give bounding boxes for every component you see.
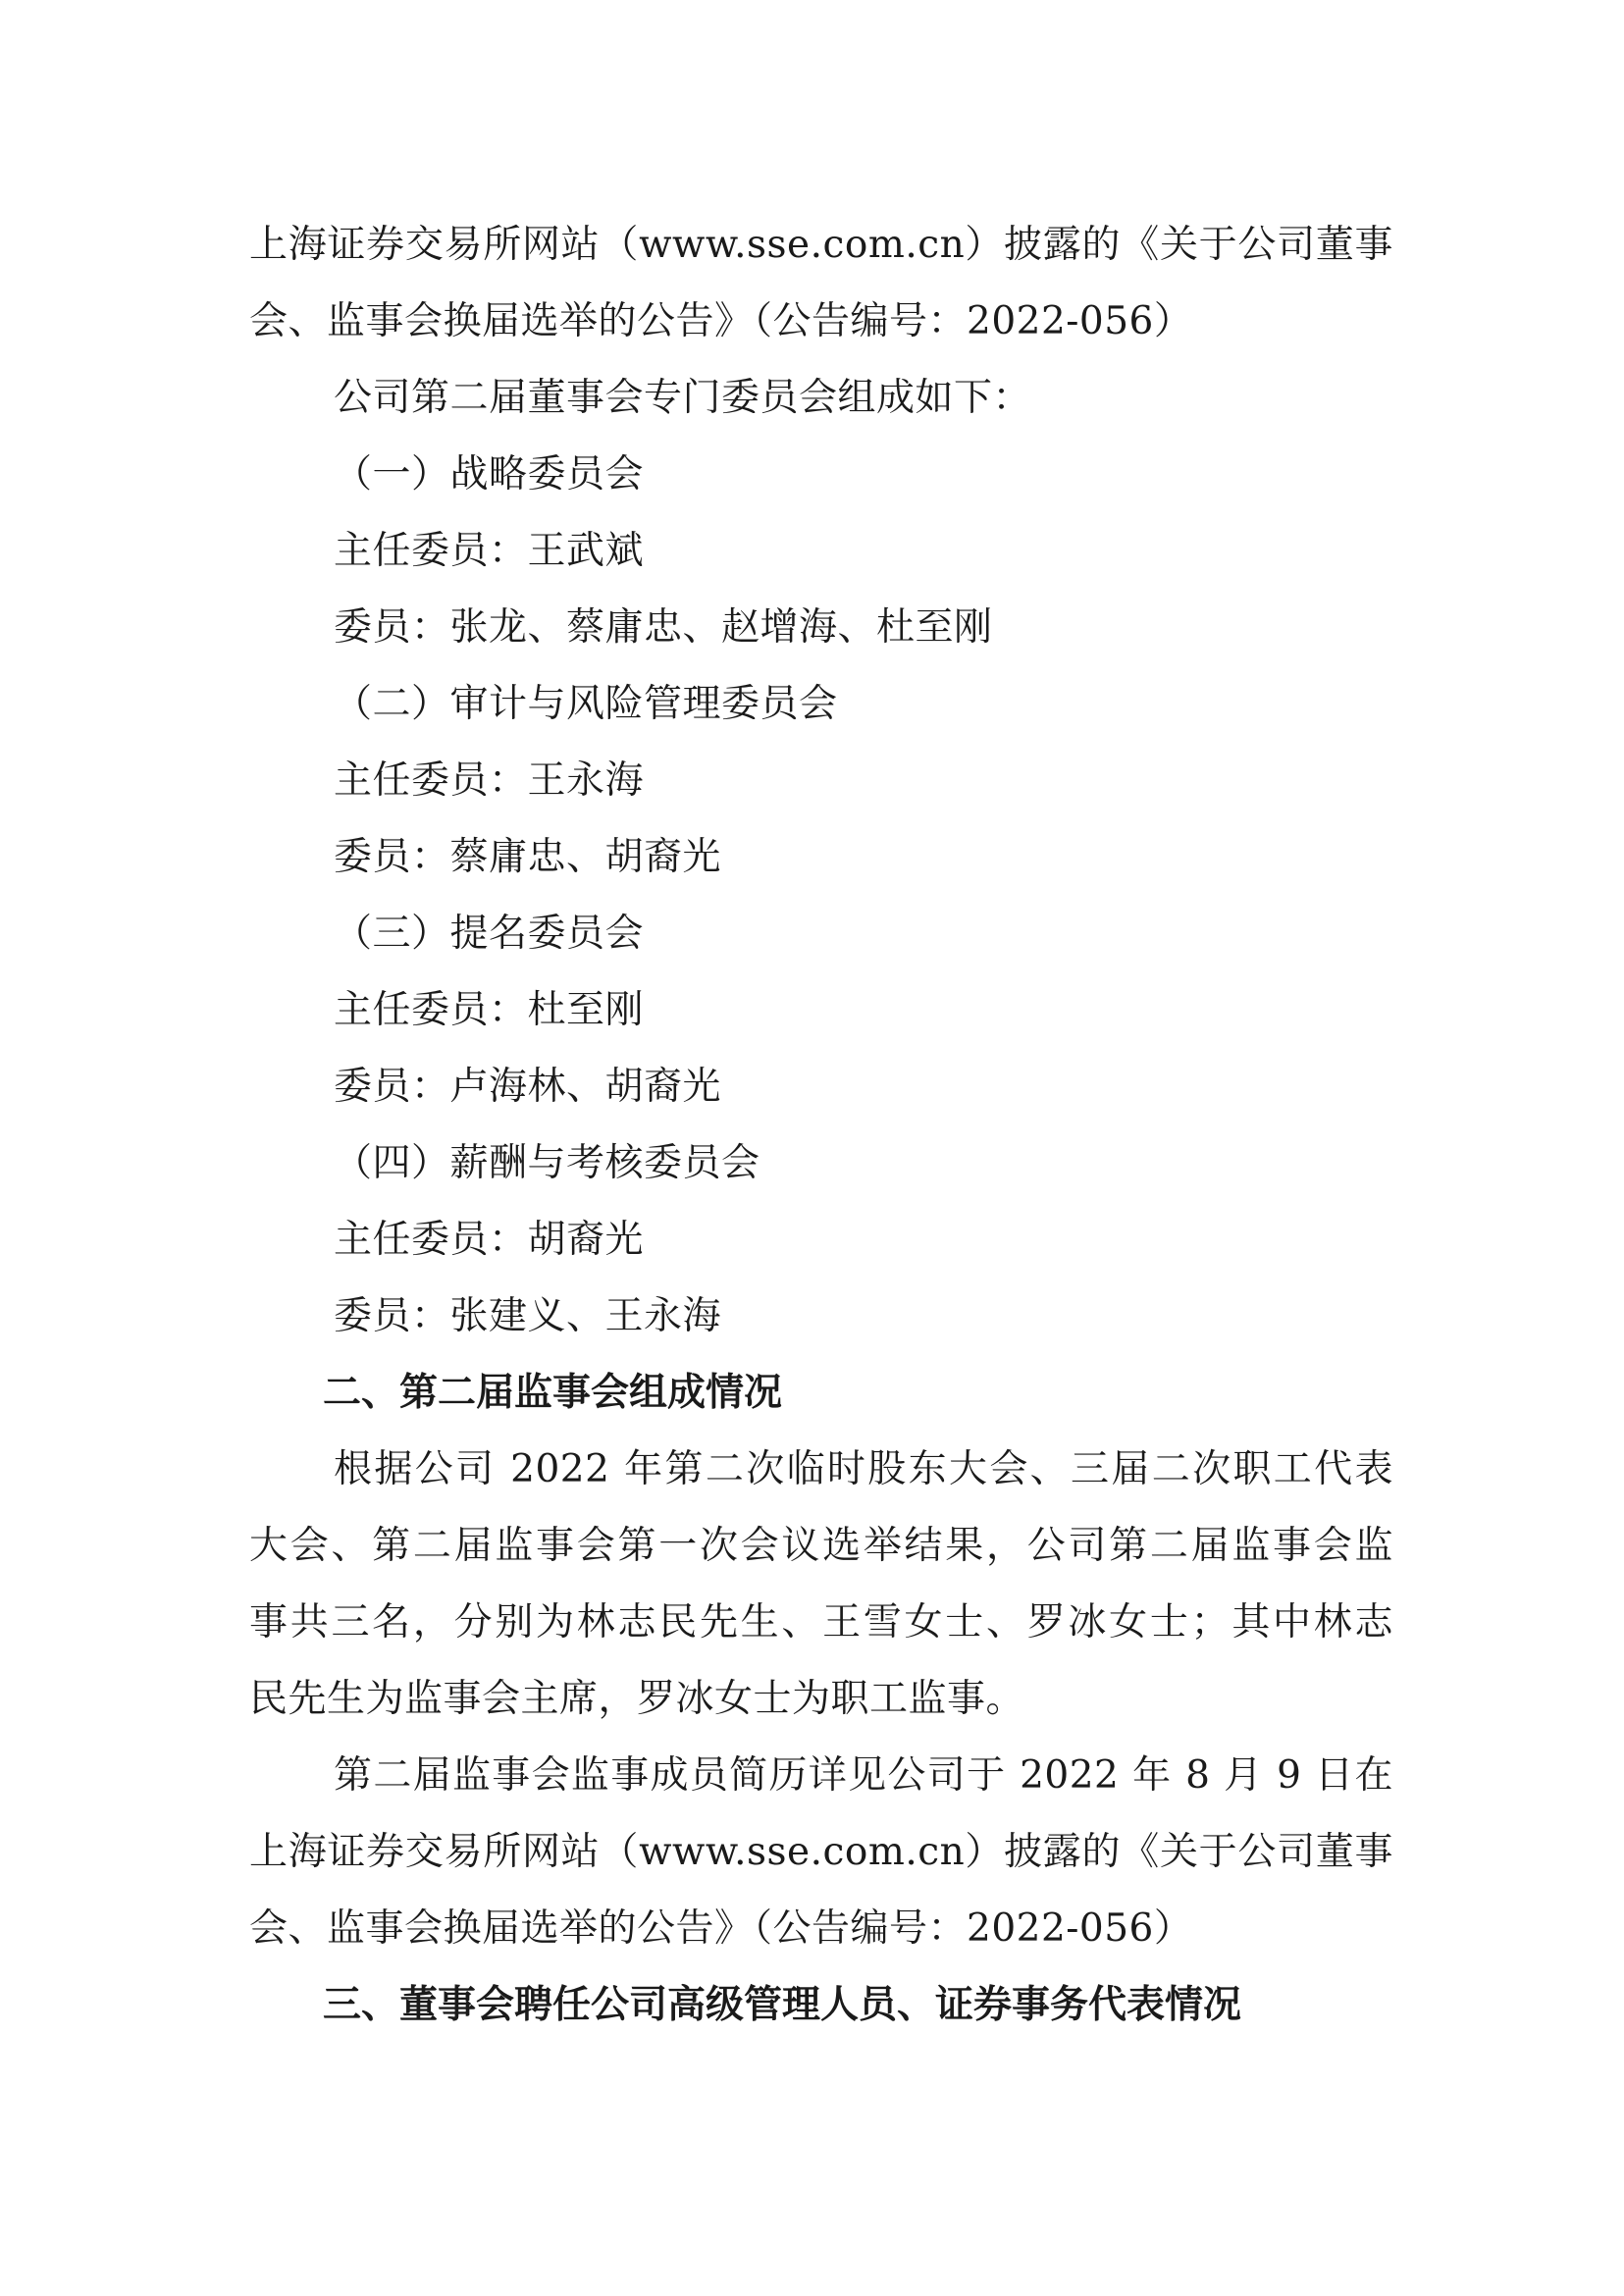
supervisory-para1-line3: 事共三名，分别为林志民先生、王雪女士、罗冰女士；其中林志 bbox=[249, 1600, 1393, 1644]
committees-intro: 公司第二届董事会专门委员会组成如下： bbox=[334, 376, 1032, 420]
intro-line-1: 上海证券交易所网站（www.sse.com.cn）披露的《关于公司董事 bbox=[249, 223, 1393, 267]
supervisory-para1-line2: 大会、第二届监事会第一次会议选举结果，公司第二届监事会监 bbox=[249, 1524, 1393, 1568]
committee-members-audit: 委员：蔡庸忠、胡裔光 bbox=[334, 835, 722, 879]
committee-title-remuneration: （四）薪酬与考核委员会 bbox=[334, 1141, 760, 1185]
committee-title-strategy: （一）战略委员会 bbox=[334, 452, 645, 496]
committee-chair-strategy: 主任委员：王武斌 bbox=[334, 529, 645, 573]
committee-chair-nomination: 主任委员：杜至刚 bbox=[334, 988, 645, 1032]
intro-line-2: 会、监事会换届选举的公告》（公告编号：2022-056） bbox=[249, 299, 1193, 343]
committee-title-audit: （二）审计与风险管理委员会 bbox=[334, 682, 838, 726]
committee-chair-audit: 主任委员：王永海 bbox=[334, 758, 645, 803]
supervisory-para2-line3: 会、监事会换届选举的公告》（公告编号：2022-056） bbox=[249, 1906, 1193, 1951]
section-heading-supervisory-board: 二、第二届监事会组成情况 bbox=[323, 1371, 783, 1415]
supervisory-para2-line2: 上海证券交易所网站（www.sse.com.cn）披露的《关于公司董事 bbox=[249, 1830, 1393, 1874]
committee-members-nomination: 委员：卢海林、胡裔光 bbox=[334, 1065, 722, 1109]
supervisory-para1-line1: 根据公司 2022 年第二次临时股东大会、三届二次职工代表 bbox=[334, 1447, 1393, 1491]
committee-title-nomination: （三）提名委员会 bbox=[334, 912, 645, 956]
section-heading-senior-management: 三、董事会聘任公司高级管理人员、证券事务代表情况 bbox=[323, 1983, 1242, 2027]
committee-chair-remuneration: 主任委员：胡裔光 bbox=[334, 1218, 645, 1262]
committee-members-strategy: 委员：张龙、蔡庸忠、赵增海、杜至刚 bbox=[334, 605, 993, 650]
supervisory-para1-line4: 民先生为监事会主席，罗冰女士为职工监事。 bbox=[249, 1677, 1025, 1721]
supervisory-para2-line1: 第二届监事会监事成员简历详见公司于 2022 年 8 月 9 日在 bbox=[334, 1753, 1393, 1798]
committee-members-remuneration: 委员：张建义、王永海 bbox=[334, 1294, 722, 1338]
